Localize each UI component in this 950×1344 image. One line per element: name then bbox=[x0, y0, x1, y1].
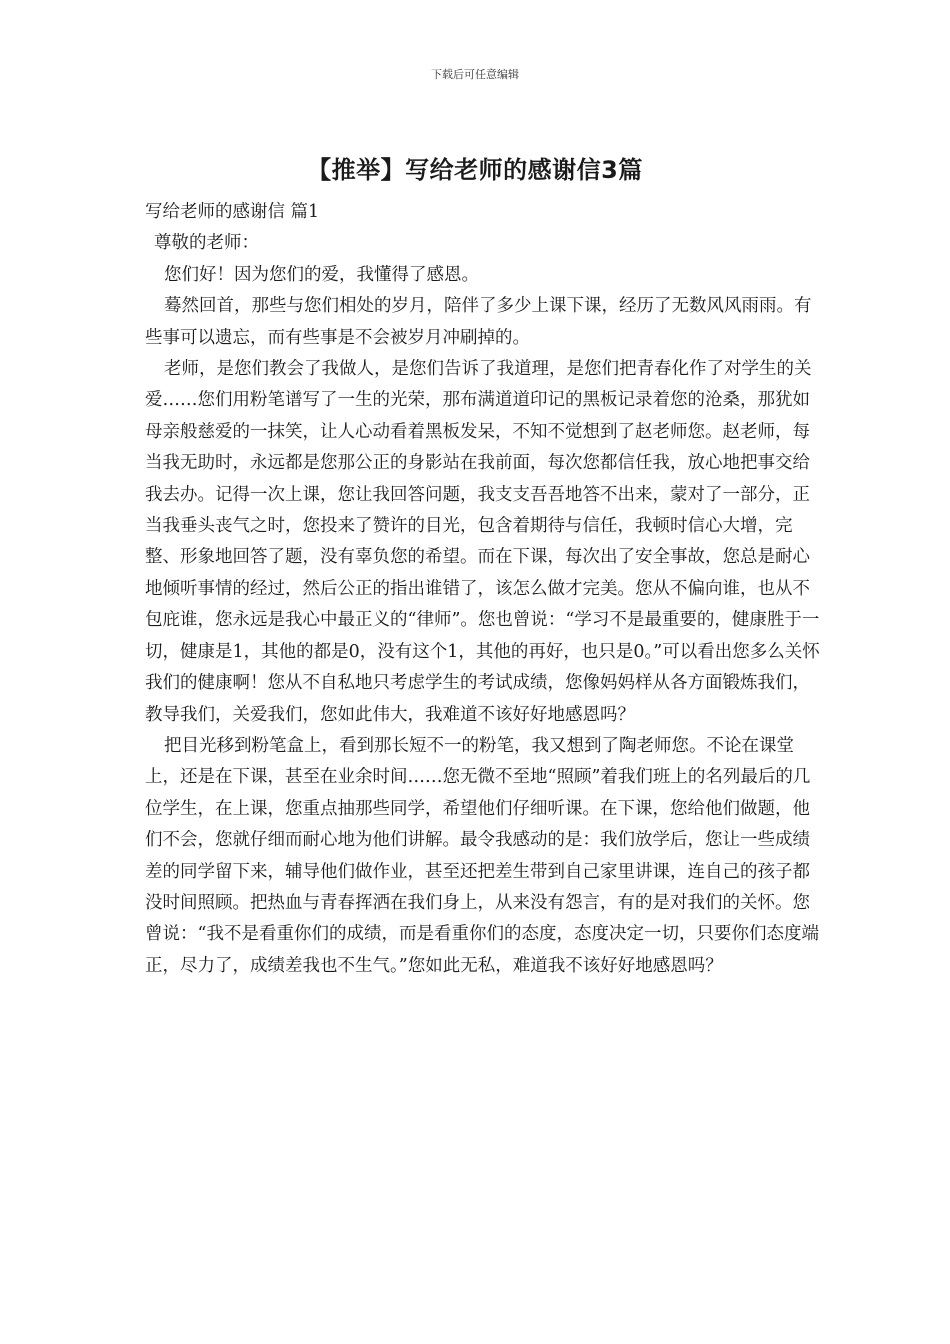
paragraph: 老师，是您们教会了我做人，是您们告诉了我道理，是您们把青春化作了对学生的关爱……您们用粉笔谱写了一生的光荣，那布满道道印记的黑板记录着您的沧桑，那犹如母亲般慈爱的一抹笑，让人心动看着黑板发呆，不知不觉想到了赵老师您。赵老师，每当我无助时，永远都是您那公正的身影站在我前面，每次您都信任我，放心地把事交给我去办。记得一次上课，您让我回答问题，我支支吾吾地答不出来，蒙对了一部分，正当我垂头丧气之时，您投来了赞许的目光，包含着期待与信任，我顿时信心大增，完整、形象地回答了题，没有辜负您的希望。而在下课，每次出了安全事故，您总是耐心地倾听事情的经过，然后公正的指出谁错了，该怎么做才完美。您从不偏向谁，也从不包庇谁，您永远是我心中最正义的“律师”。您也曾说：“学习不是最重要的，健康胜于一切，健康是1，其他的都是0，没有这个1，其他的再好，也只是0。”可以看出您多么关怀我们的健康啊！您从不自私地只考虑学生的考试成绩，您像妈妈样从各方面锻炼我们，教导我们，关爱我们，您如此伟大，我难道不该好好地感恩吗？ bbox=[145, 359, 820, 725]
paragraph: 您们好！因为您们的爱，我懂得了感恩。 bbox=[164, 264, 479, 285]
paragraph: 蓦然回首，那些与您们相处的岁月，陪伴了多少上课下课，经历了无数风风雨雨。有些事可以遗忘，而有些事是不会被岁月冲刷掉的。 bbox=[145, 296, 812, 348]
header-note: 下载后可任意编辑 bbox=[431, 68, 519, 81]
paragraph: 把目光移到粉笔盒上，看到那长短不一的粉笔，我又想到了陶老师您。不论在课堂上，还是在下课，甚至在业余时间……您无微不至地“照顾”着我们班上的名列最后的几位学生，在上课，您重点抽那些同学，希望他们仔细听课。在下课，您给他们做题，他们不会，您就仔细而耐心地为他们讲解。最令我感动的是：我们放学后，您让一些成绩差的同学留下来，辅导他们做作业，甚至还把差生带到自己家里讲课，连自己的孩子都没时间照顾。把热血与青春挥洒在我们身上，从来没有怨言，有的是对我们的关怀。您曾说：“我不是看重你们的成绩，而是看重你们的态度，态度决定一切，只要你们态度端正，尽力了，成绩差我也不生气。”您如此无私，难道我不该好好地感恩吗？ bbox=[145, 735, 819, 976]
letter-body bbox=[145, 197, 825, 982]
document-title: 【推举】写给老师的感谢信3篇 bbox=[307, 156, 643, 184]
letter-subtitle: 写给老师的感谢信 篇1 bbox=[145, 202, 320, 222]
letter-salutation: 尊敬的老师： bbox=[154, 233, 259, 254]
